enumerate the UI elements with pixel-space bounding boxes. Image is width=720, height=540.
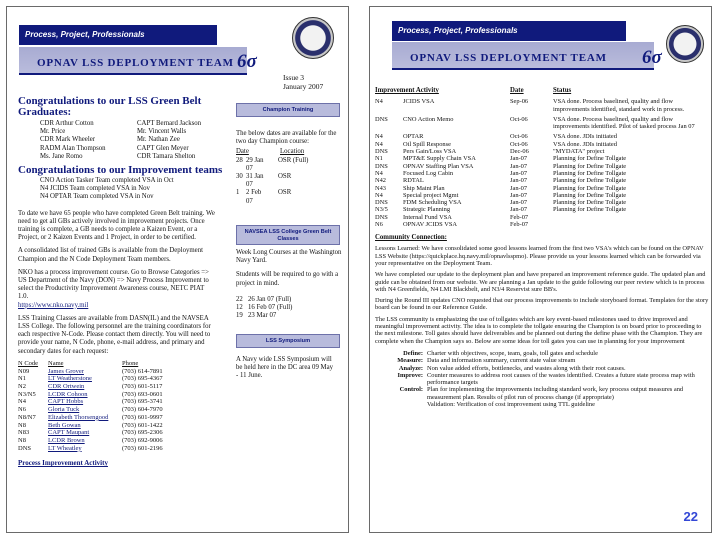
symposium-box: LSS Symposium (236, 334, 340, 348)
definition-term (381, 401, 427, 408)
table-row (375, 177, 705, 184)
ncode-cell: N3/5 (375, 206, 388, 214)
schedule-location: OSR (Full) (278, 156, 309, 164)
date-cell: Jan-07 (510, 169, 528, 177)
schedule-date: 29 Jan 07 (246, 156, 264, 172)
status-cell: Planning for Define Tollgate (553, 191, 627, 199)
schedule-date: 31 Jan 07 (246, 173, 264, 189)
table-header-row (375, 87, 705, 94)
body-paragraph: LSS Training Classes are available from DASN(IL) and the NAVSEA LSS College. The following personnel are the training coordinators for each respective N-Code. Please contact them directly. You will need to provide your name, N Code, phone, e-mail address, and primary and secondary dates for each request: (18, 314, 211, 355)
ncode-cell: DNS (375, 148, 388, 156)
schedule-day: 22 (236, 295, 243, 303)
definition-text: Validation: Verification of cost improvement using TTL guideline (427, 400, 595, 408)
contact-link[interactable]: LT Weatherstone (48, 375, 92, 383)
ncode-cell: N4 (18, 398, 26, 406)
activity-cell: Ship Maint Plan (403, 184, 445, 192)
schedule-day: 19 (236, 312, 243, 320)
graduate-name: Mr. Nathan Zee (137, 136, 180, 144)
contact-link[interactable]: LT Wheatley (48, 444, 82, 452)
schedule-dates: 26 Jan 07 (Full) (248, 295, 292, 303)
left-column (18, 96, 228, 469)
phone-cell: (703) 604-7970 (122, 406, 163, 414)
process-improvement-footer: Process Improvement Activity (18, 459, 108, 468)
phone-cell: (703) 601-2196 (122, 444, 163, 452)
date-cell: Jan-07 (510, 206, 528, 214)
schedule-dates: 23 Mar 07 (248, 312, 277, 320)
ncode-cell: DNS (18, 444, 32, 452)
activity-cell: FDM Scheduling VSA (403, 199, 462, 207)
table-row (18, 406, 170, 414)
status-cell: Planning for Define Tollgate (553, 184, 627, 192)
improvement-team-list (18, 177, 228, 202)
table-row (18, 437, 170, 445)
table-row (18, 414, 170, 422)
table-row (375, 185, 705, 192)
date-cell: Feb-07 (510, 213, 529, 221)
definition-term: Measure: (397, 357, 423, 365)
symposium-text: A Navy wide LSS Symposium will be held here in the DC area 09 May - 11 June. (236, 356, 334, 380)
contact-link[interactable]: CDR Ortwein (48, 382, 85, 390)
activity-cell: Internal Fund VSA (403, 213, 452, 221)
definition-term: Improve: (397, 371, 423, 379)
activity-cell: OPNAV JCIDS VSA (403, 221, 457, 229)
table-row (375, 199, 705, 206)
navy-seal-icon (666, 25, 704, 63)
table-row (18, 422, 170, 430)
community-paragraph: Lessons Learned: We have consolidated some good lessons learned from the first two VSA's which can be found on the OPNAV LSS Website (https://quickplace.hq.navy.mil/opnavlsspmo). Please provide us your lessons learned which can be forwarded via your representative on the Deployment Team. (375, 245, 704, 267)
champion-schedule (236, 148, 342, 205)
table-row (375, 155, 705, 162)
issue-info (283, 73, 323, 91)
improvement-team-item: N4 OPTAR Team completed VSA in Nov (40, 193, 154, 201)
ncode-cell: N1 (18, 375, 26, 383)
navsea-note: Students will be required to go with a project in mind. (236, 271, 339, 287)
table-row (375, 206, 705, 213)
schedule-day: 28 (236, 156, 243, 164)
ncode-cell: DNS (375, 162, 388, 170)
body-text (18, 210, 216, 356)
date-cell: Jan-07 (510, 177, 528, 185)
table-row (18, 398, 170, 406)
ncode-cell: N4 (375, 133, 383, 141)
status-cell: Planning for Define Tollgate (553, 177, 627, 185)
ncode-cell: N8 (18, 421, 26, 429)
schedule-day: 12 (236, 304, 243, 312)
activity-cell: Focused Log Cabin (403, 169, 454, 177)
improvement-activity-section (375, 87, 709, 408)
table-header-row (18, 360, 170, 368)
six-sigma-logo-icon: 6σ (237, 51, 257, 72)
date-cell: Oct-06 (510, 115, 528, 123)
graduate-name: CDR Mark Wheeler (40, 136, 95, 144)
table-row (375, 98, 705, 113)
date-cell: Jan-07 (510, 184, 528, 192)
schedule-header: Date (236, 148, 249, 156)
ncode-cell: N4 (375, 98, 383, 106)
date-cell: Jan-07 (510, 155, 528, 163)
table-header: Date (510, 87, 524, 94)
activity-cell: RDTAL (403, 177, 424, 185)
status-cell: VSA done. Process baselined, quality and flow improvements identified, standard work in process. (553, 98, 685, 113)
table-header: N Code (18, 359, 39, 367)
date-cell: Oct-06 (510, 133, 528, 141)
status-cell (553, 214, 705, 221)
definition-text: Non value added efforts, bottlenecks, and wastes along with their root causes. (427, 364, 626, 372)
body-paragraph: A consolidated list of trained GBs is available from the Deployment Champion and the N Code Deployment Team members. (18, 247, 203, 263)
ncode-cell: N3/N5 (18, 390, 36, 398)
activity-cell: OPNAV Staffing Plan VSA (403, 162, 474, 170)
schedule-day: 30 (236, 173, 243, 181)
status-cell: "MYDATA" project (553, 148, 605, 156)
schedule-location: OSR (278, 173, 292, 181)
ncode-cell: N2 (18, 382, 26, 390)
schedule-day: 1 (236, 189, 240, 197)
phone-cell: (703) 692-9006 (122, 436, 163, 444)
table-header: Status (553, 87, 572, 94)
phone-cell: (703) 601-9997 (122, 413, 163, 421)
graduate-name: CDR Tamara Shelton (137, 152, 196, 160)
status-cell: VSA done. Process baselined, quality and flow improvements identified. Pilot of tasked process Jan 07 (553, 115, 695, 131)
ncode-cell: DNS (375, 115, 388, 123)
phone-cell: (703) 695-3741 (122, 398, 163, 406)
newsletter-page-right (369, 6, 712, 533)
graduate-name: Mr. Vincent Walls (137, 128, 187, 136)
ncode-cell: N6 (18, 406, 26, 414)
date-cell: Dec-06 (510, 148, 529, 156)
phone-cell: (703) 695-2306 (122, 429, 163, 437)
contact-link[interactable]: Elizabeth Thorsengood (48, 413, 109, 421)
contact-link[interactable]: Beth Gowan (48, 421, 81, 429)
table-row (18, 383, 170, 391)
issue-date: January 2007 (283, 82, 324, 91)
date-cell: Jan-07 (510, 162, 528, 170)
champion-training-box: Champion Training (236, 103, 340, 117)
ncode-cell: N42 (375, 177, 387, 185)
tagline-banner: Process, Project, Professionals (392, 21, 626, 41)
status-cell (553, 221, 705, 228)
ncode-cell: N8/N7 (18, 413, 36, 421)
green-belt-heading: Congratulations to our LSS Green Belt Graduates: (18, 95, 202, 118)
contact-link[interactable]: CAPT Hobbs (48, 398, 84, 406)
navsea-classes-box: NAVSEA LSS College Green Belt Classes (236, 225, 340, 245)
table-row (18, 445, 170, 453)
champion-training-section (236, 130, 342, 206)
schedule-header: Location (280, 148, 305, 156)
graduate-name: CDR Arthur Cotton (40, 120, 94, 127)
ncode-cell: DNS (375, 199, 388, 207)
definition-text: Data and information summary, current state value stream (427, 357, 576, 365)
definition-term: Analyze: (398, 364, 423, 372)
community-connection-heading: Community Connection: (375, 234, 447, 242)
ncode-cell: N09 (18, 367, 30, 375)
activity-cell: Oil Spill Response (403, 140, 451, 148)
ncode-cell: N83 (18, 429, 30, 437)
phone-cell: (703) 601-1422 (122, 421, 163, 429)
tollgate-definitions (375, 350, 709, 408)
schedule-date: 2 Feb 07 (246, 189, 262, 205)
ncode-cell: N4 (375, 169, 383, 177)
champion-intro: The below dates are available for the two day Champion course: (236, 130, 337, 146)
schedule-dates: 16 Feb 07 (Full) (248, 304, 293, 312)
navsea-section (236, 249, 342, 320)
page-number: 22 (683, 509, 698, 524)
tagline-banner: Process, Project, Professionals (19, 25, 217, 45)
body-paragraph: To date we have 65 people who have completed Green Belt training. We need to get all GBs actively involved in improvement projects. Once training is complete, a GB needs to complete a Kaizen Event, or a Project, or 2 Kaizen Events and 1 Project, in order to be certified. (18, 209, 215, 242)
table-row (375, 133, 705, 140)
status-cell: Planning for Define Tollgate (553, 155, 627, 163)
training-coordinators-table (18, 360, 170, 452)
activity-cell: JCIDS VSA (403, 98, 435, 106)
table-header: Improvement Activity (375, 87, 439, 94)
status-cell: Planning for Define Tollgate (553, 169, 627, 177)
navy-seal-icon (292, 17, 334, 59)
table-row (18, 375, 170, 383)
community-paragraph: We have completed our update to the deployment plan and have prepared an improvement reference guide. The updated plan and guide can be obtained from our website. We are planning a Jan update to the guide following our peer review which is in process with N4 Greenfields, N4 LMI Blackbelt, and N3/4 Reservist sure BB's. (375, 271, 706, 293)
issue-label: Issue 3 (283, 73, 305, 82)
phone-cell: (703) 601-5117 (122, 382, 163, 390)
date-cell: Sep-06 (510, 98, 529, 106)
table-header: Name (48, 359, 64, 367)
date-cell: Oct-06 (510, 140, 528, 148)
table-row (375, 116, 705, 131)
ncode-cell: N6 (375, 221, 383, 229)
team-title-banner: OPNAV LSS DEPLOYMENT TEAM (392, 42, 654, 70)
ncode-cell: N1 (375, 155, 383, 163)
date-cell: Jan-07 (510, 199, 528, 207)
table-row (375, 148, 705, 155)
ncode-cell: N8 (18, 436, 26, 444)
nko-link[interactable]: https://www.nko.navy.mil (18, 301, 89, 309)
navsea-intro: Week Long Courses at the Washington Navy Yard. (236, 249, 342, 265)
contact-link[interactable]: Gloria Tuck (48, 406, 80, 414)
table-row (375, 214, 705, 221)
table-row (375, 163, 705, 170)
newsletter-page-left (6, 6, 349, 533)
definition-text: Plan for implementing the improvements including standard work, key process output measures and measurement plan. Results of pilot run of process change (if appropriate) (427, 386, 684, 401)
table-header: Phone (122, 359, 139, 367)
date-cell: Jan-07 (510, 191, 528, 199)
definition-term: Control: (399, 386, 423, 394)
status-cell: Planning for Define Tollgate (553, 162, 627, 170)
ncode-cell: N43 (375, 184, 387, 192)
contact-link[interactable]: LCDR Brown (48, 436, 85, 444)
phone-cell: (703) 693-0601 (122, 390, 163, 398)
contact-link[interactable]: CAPT Maupant (48, 429, 90, 437)
six-sigma-logo-icon: 6σ (642, 47, 662, 68)
definition-text: Charter with objectives, scope, team, goals, toll gates and schedule (427, 349, 598, 357)
ncode-cell: N4 (375, 140, 383, 148)
graduate-list (18, 120, 228, 161)
community-paragraph: The LSS community is emphasizing the use of tollgates which are key event-based milestones used to drive improved and meaningful improvement activity. The idea is to complete the tollgate ensuring the Champion is on board prior to proceeding to the next milestone. Toll gates should have deliverables and be planned out during the define phase with the Champion. They are complete when the Champion says so. Below are some ideas for toll gates you can use in planning for your improvement (375, 315, 703, 345)
status-cell: VSA done. JDIs initiated (553, 140, 617, 148)
graduate-name: Mr. Price (40, 128, 66, 136)
table-row (18, 429, 170, 437)
definition-text: Counter measures to address root causes of the wastes identified. Creates a future state process map with performance targets (427, 371, 695, 387)
status-cell: VSA done. JDIs initiated (553, 133, 617, 141)
graduate-name: CAPT Bernard Jackson (137, 120, 202, 127)
graduate-name: CAPT Glen Meyer (137, 144, 189, 152)
community-text (375, 245, 709, 345)
table-row (375, 141, 705, 148)
improvement-team-item: N4 JCIDS Team completed VSA in Nov (40, 185, 150, 193)
activity-cell: OPTAR (403, 133, 424, 141)
activity-cell: CNO Action Memo (403, 115, 454, 123)
improvement-teams-heading: Congratulations to our Improvement teams (18, 164, 223, 177)
navsea-schedule (236, 296, 342, 321)
phone-cell: (703) 614-7891 (122, 367, 163, 375)
table-row (375, 221, 705, 228)
graduate-name: RADM Alan Thompson (40, 144, 106, 152)
table-row (18, 368, 170, 376)
phone-cell: (703) 695-4367 (122, 375, 163, 383)
table-row (375, 192, 705, 199)
ncode-cell: N4 (375, 191, 383, 199)
improvement-activity-table (375, 87, 705, 228)
definition-term: Define: (403, 349, 423, 357)
team-title-banner: OPNAV LSS DEPLOYMENT TEAM (19, 47, 247, 75)
graduate-name: Ms. Jane Romo (40, 152, 83, 160)
table-row (18, 391, 170, 399)
body-paragraph: NKO has a process improvement course. Go to Browse Categories => US Department of the Navy (DON) => Navy Process Improvement to select the Productivity Improvement Awareness course, NETC PIAT 1.0. (18, 268, 209, 301)
schedule-location: OSR (278, 189, 292, 197)
date-cell: Feb-07 (510, 221, 529, 229)
contact-link[interactable]: LCDR Cohoon (48, 390, 88, 398)
activity-cell: Pers Gain/Loss VSA (403, 148, 457, 156)
community-paragraph: During the Round III updates CNO requested that our process improvements to include storyboard format. Templates for the story board can be found in our Reference Guide. (375, 297, 709, 312)
improvement-team-item: CNO Action Tasker Team completed VSA in Oct (40, 177, 174, 185)
status-cell: Planning for Define Tollgate (553, 199, 627, 207)
activity-cell: Strategic Planning (403, 206, 451, 214)
activity-cell: MPT&E Supply Chain VSA (403, 155, 476, 163)
ncode-cell: DNS (375, 213, 388, 221)
status-cell: Planning for Define Tollgate (553, 206, 627, 214)
activity-cell: Special project Mgmt (403, 191, 459, 199)
table-row (375, 170, 705, 177)
contact-link[interactable]: James Grover (48, 367, 84, 375)
